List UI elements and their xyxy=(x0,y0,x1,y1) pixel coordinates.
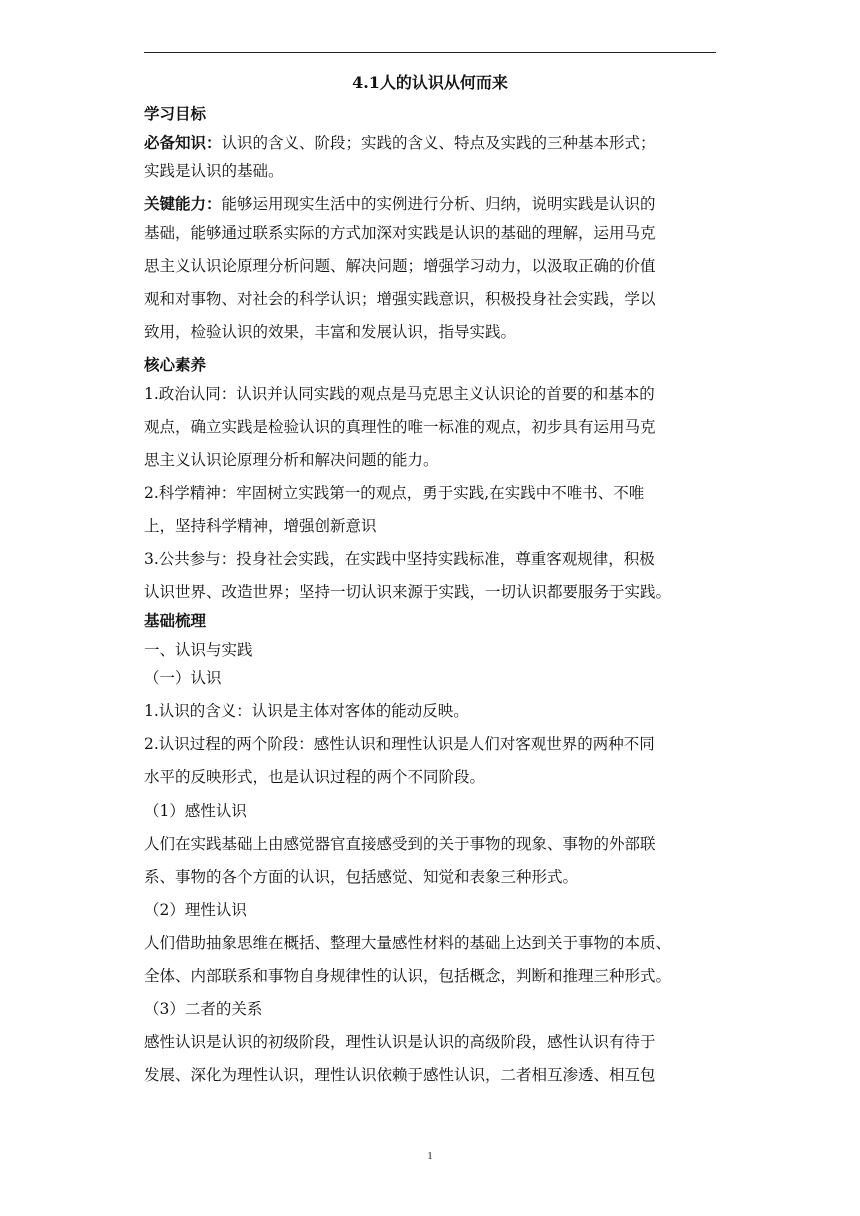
ability-line: 思主义认识论原理分析问题、解决问题；增强学习动力，以汲取正确的价值 xyxy=(144,256,656,275)
learning-goals-heading: 学习目标 xyxy=(144,105,207,123)
core-literacy-line: 认识世界、改造世界；坚持一切认识来源于实践，一切认识都要服务于实践。 xyxy=(144,583,672,602)
core-literacy-line: 3.公共参与：投身社会实践，在实践中坚持实践标准，尊重客观规律，积极 xyxy=(144,550,655,569)
body-line: 全体、内部联系和事物自身规律性的认识，包括概念，判断和推理三种形式。 xyxy=(144,967,672,986)
body-line: 人们在实践基础上由感觉器官直接感受到的关于事物的现象、事物的外部联 xyxy=(144,834,656,853)
core-literacy-line: 1.政治认同：认识并认同实践的观点是马克思主义认识论的首要的和基本的 xyxy=(144,384,655,403)
body-line: 感性认识是认识的初级阶段，理性认识是认识的高级阶段，感性认识有待于 xyxy=(144,1033,656,1052)
page-number: 1 xyxy=(427,1150,433,1162)
body-line: 系、事物的各个方面的认识，包括感觉、知觉和表象三种形式。 xyxy=(144,867,579,886)
core-literacy-line: 观点，确立实践是检验认识的真理性的唯一标准的观点，初步具有运用马克 xyxy=(144,417,656,436)
ability-line: 基础，能够通过联系实际的方式加深对实践是认识的基础的理解，运用马克 xyxy=(144,223,656,242)
body-line: 水平的反映形式，也是认识过程的两个不同阶段。 xyxy=(144,768,486,787)
knowledge-text: 认识的含义、阶段；实践的含义、特点及实践的三种基本形式； xyxy=(221,133,656,152)
ability-line: 致用，检验认识的效果，丰富和发展认识，指导实践。 xyxy=(144,323,517,342)
basics-heading: 基础梳理 xyxy=(144,612,207,630)
knowledge-line: 实践是认识的基础。 xyxy=(144,162,284,181)
core-literacy-line: 2.科学精神：牢固树立实践第一的观点，勇于实践,在实践中不唯书、不唯 xyxy=(144,484,645,503)
section-heading: 一、认识与实践 xyxy=(144,640,253,659)
knowledge-line xyxy=(144,129,716,158)
knowledge-label: 必备知识： xyxy=(144,133,222,152)
body-line: 人们借助抽象思维在概括、整理大量感性材料的基础上达到关于事物的本质、 xyxy=(144,933,672,952)
body-line: 1.认识的含义：认识是主体对客体的能动反映。 xyxy=(144,702,469,721)
subsection-heading: （1）感性认识 xyxy=(144,801,247,820)
core-literacy-heading: 核心素养 xyxy=(144,356,207,375)
body-line: 2.认识过程的两个阶段：感性认识和理性认识是人们对客观世界的两种不同 xyxy=(144,735,655,754)
subsection-heading: （一）认识 xyxy=(144,669,222,688)
core-literacy-line: 上，坚持科学精神，增强创新意识 xyxy=(144,517,377,536)
header-rule xyxy=(144,52,716,53)
body-line: 发展、深化为理性认识，理性认识依赖于感性认识，二者相互渗透、相互包 xyxy=(144,1066,656,1085)
subsection-heading: （3）二者的关系 xyxy=(144,1000,263,1019)
subsection-heading: （2）理性认识 xyxy=(144,900,247,919)
core-literacy-line: 思主义认识论原理分析和解决问题的能力。 xyxy=(144,451,439,470)
ability-text: 能够运用现实生活中的实例进行分析、归纳，说明实践是认识的 xyxy=(221,195,656,214)
document-body xyxy=(144,66,716,1094)
ability-line xyxy=(144,190,716,219)
ability-line: 观和对事物、对社会的科学认识；增强实践意识，积极投身社会实践，学以 xyxy=(144,290,656,309)
document-title: 4.1人的认识从何而来 xyxy=(352,73,508,92)
ability-label: 关键能力： xyxy=(144,195,222,214)
